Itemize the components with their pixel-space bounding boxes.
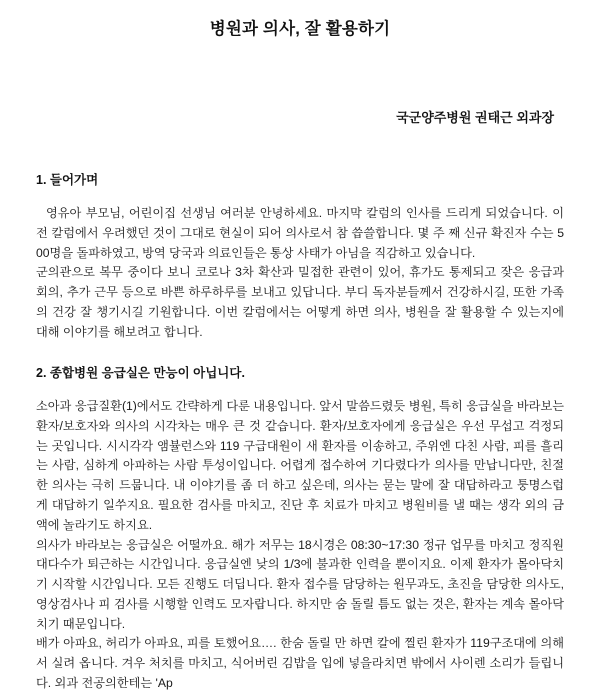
spacer <box>36 127 564 171</box>
author-byline: 국군양주병원 권태근 외과장 <box>396 110 554 126</box>
spacer <box>36 342 564 364</box>
spacer <box>36 383 564 397</box>
paragraph: 군의관으로 복무 중이다 보니 코로나 3차 확산과 밀접한 관련이 있어, 휴가도 통제되고 잦은 응급과 회의, 추가 근무 등으로 바쁜 하루하루를 보내고 있답니다. 부디 독자분들께서 건강하시길, 또한 가족의 건강 잘 챙기시길 기원합니다. 이번 칼럼에서는 어떻게 하면 의사, 병원을 잘 활용할 수 있는지에 대해 이야기를 해보려고 합니다. <box>36 265 564 339</box>
section-heading-intro: 1. 들어가며 <box>36 173 99 188</box>
page-title: 병원과 의사, 잘 활용하기 <box>209 20 391 38</box>
paragraph: 영유아 부모님, 어린이집 선생님 여러분 안녕하세요. 마지막 칼럼의 인사를 드리게 되었습니다. 이전 칼럼에서 우려했던 것이 그대로 현실이 되어 의사로서 참 씁쓸합니다. 몇 주 째 신규 확진자 수는 500명을 돌파하였고, 방역 당국과 의료인들은 통상 사태가 아님을 직감하고 있습니다. <box>36 206 564 260</box>
paragraph: 배가 아파요, 허리가 아파요, 피를 토했어요…. 한숨 돌릴 만 하면 칼에 찔린 환자가 119구조대에 의해서 실려 옵니다. 겨우 처치를 마치고, 식어버린 김밥을 입에 넣을라치면 밖에서 사이렌 소리가 들립니다. 외과 전공의한테는 'Ap <box>36 636 564 690</box>
paragraph: 소아과 응급질환(1)에서도 간략하게 다룬 내용입니다. 앞서 말씀드렸듯 병원, 특히 응급실을 바라보는 환자/보호자와 의사의 시각차는 매우 큰 것 같습니다. 환자/보호자에게 응급실은 우선 무섭고 걱정되는 곳입니다. 시시각각 앰뷸런스와 119 구급대원이 새 환자를 이송하고, 주위엔 다친 사람, 피를 흘리는 사람, 심하게 아파하는 사람 투성이입니다. 어렵게 접수하여 기다렸다가 의사를 만납니다만, 친절한 의사는 극히 드뭅니다. 내 이야기를 좀 더 하고 싶은데, 의사는 묻는 말에 잘 대답하라고 퉁명스럽게 대답하기 일쑤지요. 필요한 검사를 마치고, 진단 후 치료가 마치고 병원비를 낼 때는 생각 외의 금액에 놀라기도 하지요. <box>36 399 564 532</box>
spacer <box>36 190 564 204</box>
section-heading-er: 2. 종합병원 응급실은 만능이 아닙니다. <box>36 366 245 381</box>
paragraph: 의사가 바라보는 응급실은 어떨까요. 해가 저무는 18시경은 08:30~17:30 정규 업무를 마치고 정직원 대다수가 퇴근하는 시간입니다. 응급실엔 낮의 1/3에 불과한 인력을 뿐이지요. 이제 환자가 몰아닥치기 시작할 시간입니다. 모든 진행도 더딥니다. 환자 접수를 담당하는 원무과도, 초진을 담당한 의사도, 영상검사나 피 검사를 시행할 인력도 모자랍니다. 하지만 숨 돌릴 틈도 없는 것은, 환자는 계속 몰아닥치기 때문입니다. <box>36 537 564 631</box>
